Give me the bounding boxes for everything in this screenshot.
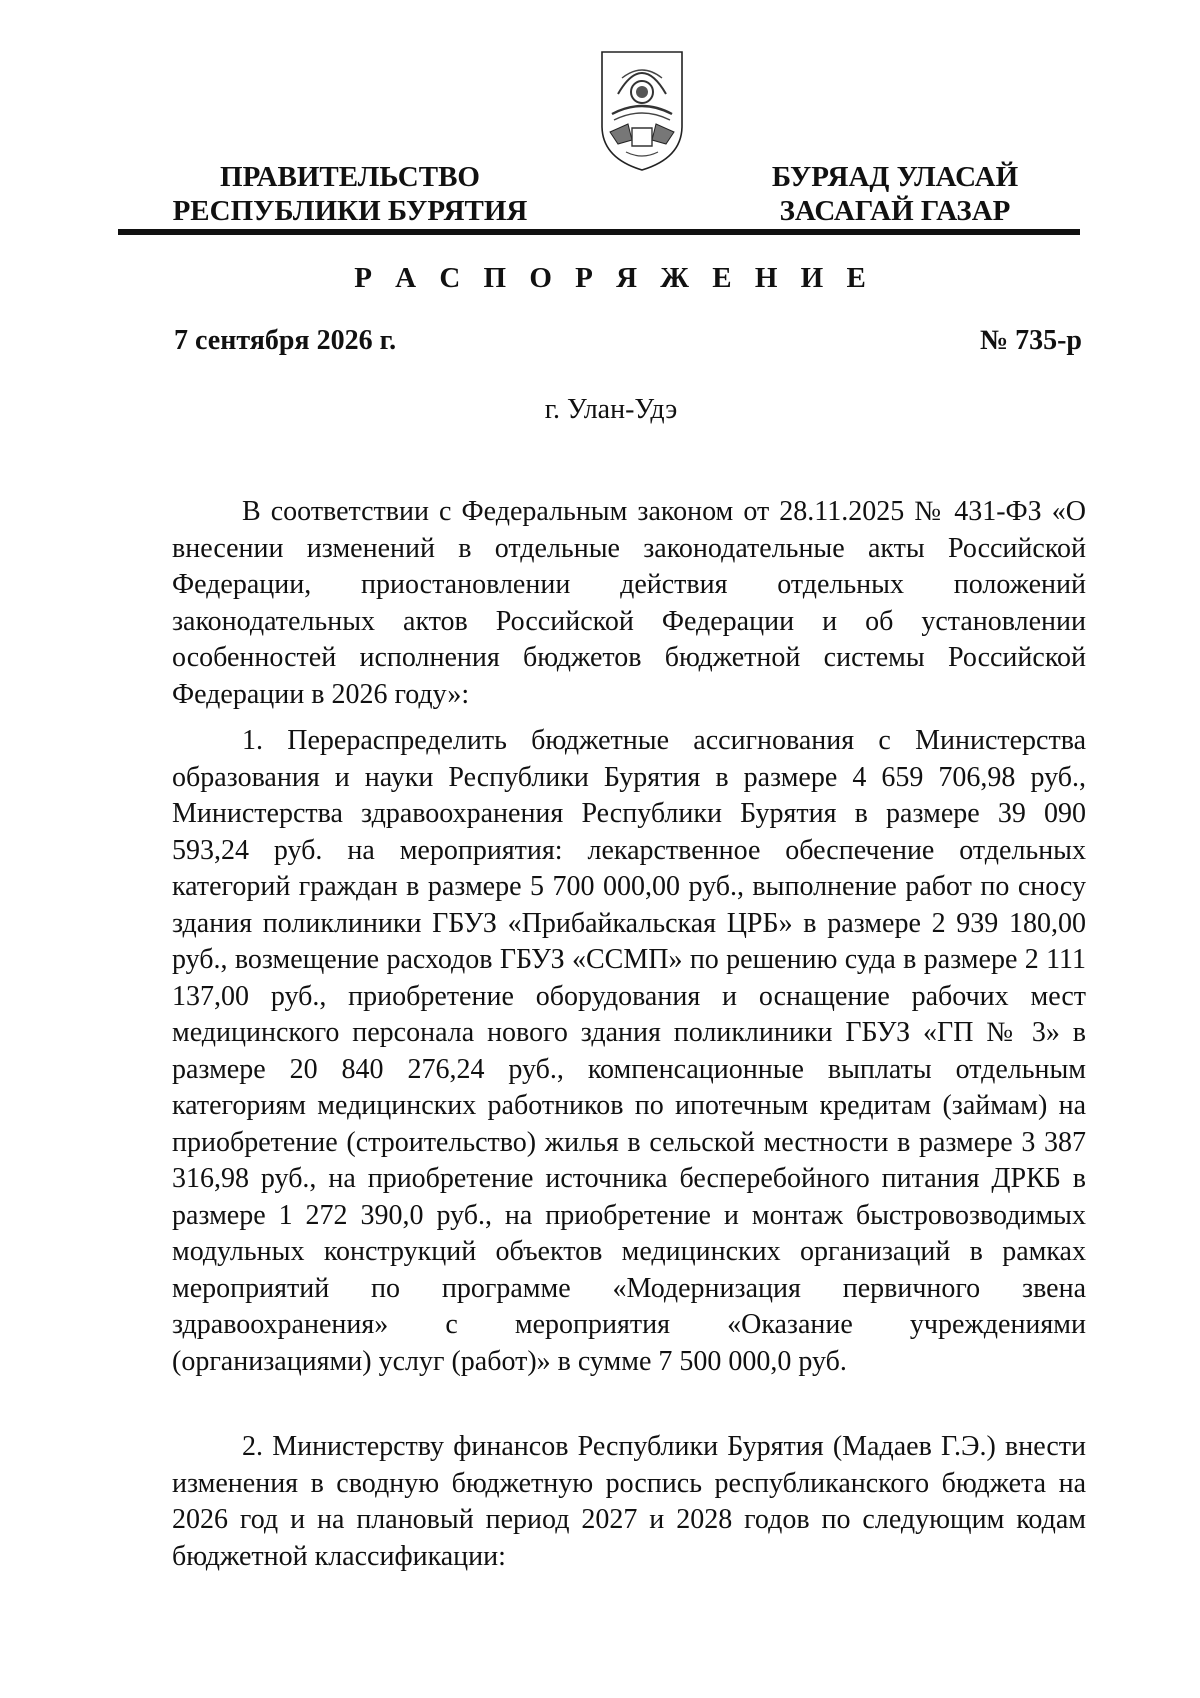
document-number: № 735-р — [979, 325, 1082, 356]
org-left-line2: РЕСПУБЛИКИ БУРЯТИЯ — [172, 195, 528, 227]
org-right-line1: БУРЯАД УЛАСАЙ — [771, 161, 1019, 193]
document-type-title: Р А С П О Р Я Ж Е Н И Е — [354, 262, 874, 294]
org-right-line2: ЗАСАГАЙ ГАЗАР — [779, 195, 1011, 227]
government-name-buryat — [735, 160, 1055, 228]
org-left-line1: ПРАВИТЕЛЬСТВО — [220, 161, 480, 193]
government-name-russian — [160, 160, 540, 228]
preamble-paragraph: В соответствии с Федеральным законом от 28.11.2025 № 431-ФЗ «О внесении изменений в отдельные законодательные акты Российской Федерации, приостановлении действия отдельных положений законодательных актов Российской Федерации и об установлении особенностей исполнения бюджетов бюджетной системы Российской Федерации в 2026 году»: — [172, 496, 1086, 710]
item-1-paragraph: 1. Перераспределить бюджетные ассигнования с Министерства образования и науки Республики Бурятия в размере 4 659 706,98 руб., Министерства здравоохранения Республики Бурятия в размере 39 090 593,24 руб. на мероприятия: лекарственное обеспечение отдельных категорий граждан в размере 5 700 000,00 руб., выполнение работ по сносу здания поликлиники ГБУЗ «Прибайкальская ЦРБ» в размере 2 939 180,00 руб., возмещение расходов ГБУЗ «ССМП» по решению суда в размере 2 111 137,00 руб., приобретение оборудования и оснащение рабочих мест медицинского персонала нового здания поликлиники ГБУЗ «ГП № 3» в размере 20 840 276,24 руб., компенсационные выплаты отдельным категориям медицинских работников по ипотечным кредитам (займам) на приобретение (строительство) жилья в сельской местности в размере 3 387 316,98 руб., на приобретение источника бесперебойного питания ДРКБ в размере 1 272 390,0 руб., на приобретение и монтаж быстровозводимых модульных конструкций объектов медицинских организаций в рамках мероприятий по программе «Модернизация первичного звена здравоохранения» с мероприятия «Оказание учреждениями (организациями) услуг (работ)» в сумме 7 500 000,0 руб. — [172, 725, 1086, 1377]
document-date: 7 сентября 2026 г. — [174, 325, 397, 356]
coat-of-arms-icon — [598, 48, 686, 174]
header-divider — [118, 229, 1080, 235]
item-2-paragraph: 2. Министерству финансов Республики Бурятия (Мадаев Г.Э.) внести изменения в сводную бюджетную роспись республиканского бюджета на 2026 год и на плановый период 2027 и 2028 годов по следующим кодам бюджетной классификации: — [172, 1431, 1086, 1572]
document-city: г. Улан-Удэ — [544, 394, 678, 425]
